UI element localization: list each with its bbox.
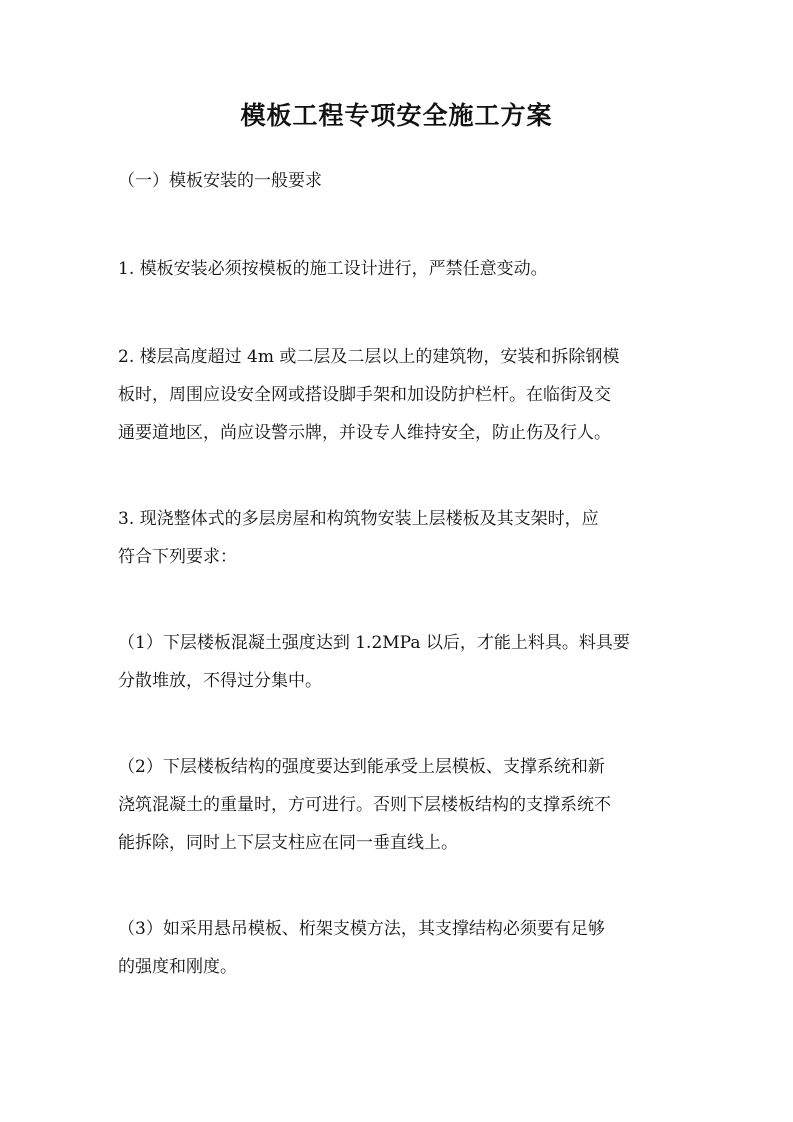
paragraph-4 bbox=[118, 624, 683, 700]
paragraph-1 bbox=[118, 250, 683, 288]
paragraph-line: 3. 现浇整体式的多层房屋和构筑物安装上层楼板及其支架时，应 bbox=[118, 509, 599, 529]
paragraph-6 bbox=[118, 910, 683, 986]
paragraph-line: （2）下层楼板结构的强度要达到能承受上层模板、支撑系统和新 bbox=[118, 757, 605, 777]
section-heading-text: （一）模板安装的一般要求 bbox=[118, 171, 322, 191]
paragraph-line: 2. 楼层高度超过 4m 或二层及二层以上的建筑物，安装和拆除钢模 bbox=[118, 347, 620, 367]
paragraph-line: 1. 模板安装必须按模板的施工设计进行，严禁任意变动。 bbox=[118, 259, 548, 279]
paragraph-line: 通要道地区，尚应设警示牌，并设专人维持安全，防止伤及行人。 bbox=[118, 423, 611, 443]
paragraph-line: （1）下层楼板混凝土强度达到 1.2MPa 以后，才能上料具。料具要 bbox=[118, 633, 630, 653]
paragraph-line: 分散堆放，不得过分集中。 bbox=[118, 671, 322, 691]
paragraph-line: 浇筑混凝土的重量时，方可进行。否则下层楼板结构的支撑系统不 bbox=[118, 795, 611, 815]
paragraph-line: 符合下列要求： bbox=[118, 547, 237, 567]
paragraph-line: 能拆除，同时上下层支柱应在同一垂直线上。 bbox=[118, 833, 458, 853]
paragraph-5 bbox=[118, 748, 683, 862]
paragraph-3 bbox=[118, 500, 683, 576]
section-heading bbox=[118, 162, 683, 200]
document-title: 模板工程专项安全施工方案 bbox=[240, 101, 553, 130]
paragraph-line: 的强度和刚度。 bbox=[118, 957, 237, 977]
paragraph-line: （3）如采用悬吊模板、桁架支模方法，其支撑结构必须要有足够 bbox=[118, 919, 605, 939]
paragraph-line: 板时，周围应设安全网或搭设脚手架和加设防护栏杆。在临街及交 bbox=[118, 385, 611, 405]
paragraph-2 bbox=[118, 338, 683, 452]
